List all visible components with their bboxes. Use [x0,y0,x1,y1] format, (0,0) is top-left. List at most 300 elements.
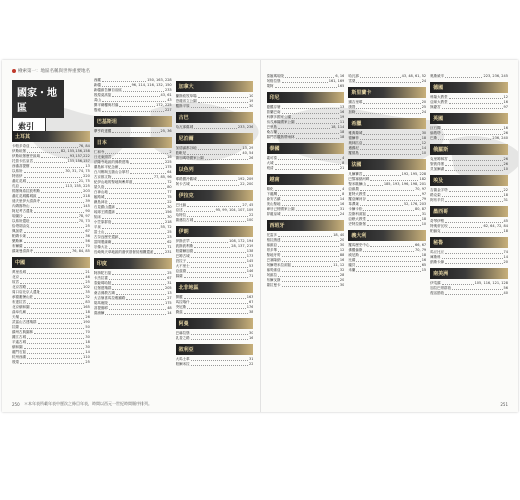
entry-name: 武當山古建築群 [12,320,37,324]
entry-pages: 36 [85,234,90,238]
entry-pages: 13 [85,164,90,168]
index-entry [176,274,254,279]
entry-name: 阿維拉 [266,273,277,277]
entry-name: 凡爾賽宮 [348,172,363,176]
entry-name: 貝加爾湖 [430,167,445,171]
dot-leader [24,345,85,349]
entry-name: 羅斯平原 [175,104,190,108]
entry-pages: 40 [503,291,508,295]
index-section-heading: 敘利亞 [176,344,254,355]
entry-name: 亞述 [175,208,183,212]
entry-pages: 165 [337,84,345,88]
entry-pages: 70, 79 [415,248,427,252]
dot-leader [20,315,84,319]
dot-leader [31,305,83,309]
entry-pages: 10 [503,167,508,171]
entry-pages: 10 [249,94,254,98]
dot-leader [41,199,84,203]
dot-leader [184,208,215,212]
entry-pages: 38 [249,310,254,314]
entry-name: 布爾薩 [12,244,23,248]
entry-pages: 55, 72 [160,225,172,229]
entry-name: 大吉嶺喜馬拉雅鐵路 [93,296,126,300]
entry-name: 古奈良歷史遺跡 [93,235,119,239]
entry-pages: 231 [164,250,172,254]
entry-name: 紀伊山地的聖地與參拜道 [93,180,133,184]
entry-pages: 95, 99, 104, 107, 109 [215,208,254,212]
entry-pages: 88 [339,253,345,257]
entry-pages: 175 [164,165,172,169]
entry-pages: 28 [339,273,345,277]
dot-leader [27,355,82,359]
dot-leader [191,300,248,304]
dot-leader [105,185,166,189]
dot-leader [109,200,166,204]
entry-pages: 72 [167,180,172,184]
dot-leader [198,146,242,150]
entry-pages: 30 [249,331,254,335]
entry-name: 孔亞 [12,184,19,188]
entry-pages: 145 [83,204,90,208]
index-entry [348,110,426,115]
entry-name: 班清 [266,166,274,170]
entry-pages: 25 [167,271,172,275]
entry-name: 庫斯科 [430,255,441,259]
index-entry [176,182,254,187]
dot-leader [24,174,83,178]
entry-name: 羅馬歷史中心 [348,243,370,247]
dot-leader [278,233,332,237]
entry-pages: 192, 195, 228 [401,172,427,176]
entry-name: 黃山 [93,98,101,102]
entry-name: 卡帕多奇亞 [12,144,30,148]
dot-leader [363,207,414,211]
entry-pages: 67 [249,300,254,304]
dot-leader [356,79,420,83]
entry-name: 卡杰拉霍 [93,276,108,280]
entry-name: 大馬士革 [175,357,190,361]
entry-pages: 155,156,157 [67,159,90,163]
entry-name: 平遙古城 [12,340,26,344]
dot-leader [449,157,503,161]
dot-leader [102,215,166,219]
entry-pages: 203 [83,189,90,193]
dot-leader [119,235,166,239]
dot-leader [24,244,85,248]
entry-name: 富岡製絲廠 [93,240,112,244]
dot-leader [442,105,503,109]
entry-name: 錫吉里耶 [348,100,363,104]
entry-name: 格拉納達 [266,238,281,242]
entry-name: 哈瓦那 [348,74,359,78]
entry-pages: 173 [246,254,254,258]
entry-pages: 27 [167,296,172,300]
entry-pages: 12 [421,141,427,145]
entry-pages: 14 [503,255,508,259]
dot-leader [112,240,166,244]
dot-leader [282,253,339,257]
dot-leader [116,205,166,209]
entry-pages: 21 [339,166,345,170]
entry-pages: 227 [164,108,172,112]
entry-pages: 25 [167,230,172,234]
dot-leader [452,286,502,290]
dot-leader [27,335,84,339]
entry-pages: 26 [249,156,254,160]
entry-pages: 220 [83,174,90,178]
entry-name: 姬路城 [93,195,105,199]
dot-leader [34,330,84,334]
entry-name: 阿卡古城 [175,182,190,186]
dot-leader [105,230,166,234]
entry-name: 奧斯威辛 [430,74,445,78]
entry-pages: 192, 209 [237,177,254,181]
entry-pages: 16 [421,258,427,262]
dot-leader [109,245,166,249]
entry-name: 佛羅倫斯 [348,248,363,252]
dot-leader [109,276,166,280]
entry-pages: 102 [83,285,90,289]
entry-pages: 18 [421,136,427,140]
index-subtitle: 索引 [12,118,46,136]
entry-name: 大城 [266,161,274,165]
dot-leader [282,79,328,83]
entry-name: 廣島和平紀念館 [93,165,119,169]
entry-name: 耶路撒冷舊城 [175,177,197,181]
dot-leader [449,100,503,104]
entry-pages: 18 [85,310,90,314]
dot-leader [282,238,339,242]
entry-pages: 165 [83,305,90,309]
dot-leader [282,110,339,114]
dot-leader [370,177,418,181]
entry-name: 長崎與天草地區的潛伏基督徒相關遺產 [93,250,154,254]
dot-leader [363,141,420,145]
dot-leader [27,350,84,354]
entry-name: 開平碉樓與村落 [93,103,119,107]
index-section-heading: 印尼 [267,92,345,103]
index-entry [94,311,172,316]
entry-pages: 97 [421,192,427,196]
entry-pages: 18 [85,340,90,344]
entry-name: 石見銀山遺跡 [93,205,115,209]
entry-pages: 65 [421,263,427,267]
entry-name: 巴斯 [430,136,438,140]
entry-pages: 30 [85,335,90,339]
entry-name: 卡爾卡松 [348,207,363,211]
dot-leader [191,264,248,268]
entry-pages: 14 [421,146,427,150]
entry-name: 亞琛大教堂 [430,100,448,104]
entry-pages: 108, 172, 194 [228,239,254,243]
entry-name: 吉薩金字塔 [430,188,448,192]
index-entry [348,268,426,273]
dot-leader [360,146,421,150]
entry-name: 托普卡匹皇宮 [12,159,33,163]
entry-pages: 31 [421,212,427,216]
dot-leader [133,180,166,184]
dot-leader [356,268,420,272]
index-section-heading: 義大利 [348,230,426,241]
dot-leader [41,189,82,193]
entry-name: 樂斯庫 [12,239,23,243]
entry-pages: 14 [167,311,172,315]
entry-pages: 22 [249,213,254,217]
dot-leader [370,243,414,247]
index-entry [430,136,508,141]
entry-pages: 31 [339,207,345,211]
dot-leader [282,212,339,216]
entry-pages: 62 [167,240,172,244]
entry-pages: 46 [85,275,90,279]
entry-name: 屋久島 [93,185,105,189]
dot-leader [191,182,239,186]
dot-leader [296,135,339,139]
index-entry [267,283,345,288]
dot-leader [285,74,334,78]
entry-pages: 80 [167,185,172,189]
index-entry [176,156,254,161]
dot-leader [442,126,503,130]
entry-pages: 18 [503,229,508,233]
entry-name: 周口店北京人遺址 [12,290,40,294]
entry-pages: 4 [342,156,345,160]
dot-leader [194,244,230,248]
dot-leader [31,204,83,208]
dot-leader [126,296,166,300]
entry-name: 帕薩爾加德 [175,249,194,253]
dot-leader [278,156,341,160]
index-section-heading: 印度 [94,258,172,269]
entry-name: 波斯波利斯 [175,244,194,248]
dot-leader [363,100,420,104]
entry-pages: 30 [339,283,345,287]
entry-name: 胡馬雍陵 [93,301,108,305]
entry-name: 會安古鎮 [266,197,281,201]
entry-name: 設拉子 [175,259,187,263]
entry-name: 大不里士 [175,264,190,268]
entry-name: 曲阜孔廟 [12,310,26,314]
dot-leader [278,192,341,196]
entry-pages: 71 [249,274,254,278]
dot-leader [363,172,400,176]
dot-leader [278,243,339,247]
entry-pages: 76, 84 [78,144,90,148]
entry-name: 恐龍省立公園 [175,99,197,103]
dot-leader [282,283,339,287]
dot-leader [41,290,84,294]
entry-pages: 8 [342,192,345,196]
entry-pages: 90 [85,209,90,213]
page-header [12,68,90,74]
dot-leader [356,263,420,267]
entry-pages: 20 [339,238,345,242]
entry-pages: 16 [249,336,254,340]
book-spread [2,60,518,412]
entry-name: 亞眠大教堂 [348,217,366,221]
entry-name: 納斯卡線 [430,260,445,264]
entry-name: 新疆 [93,83,101,87]
entry-pages: 43, 61 [160,93,172,97]
entry-pages: 218 [83,194,90,198]
entry-pages: 56 [85,239,90,243]
entry-name: 比薩 [348,258,356,262]
entry-pages: 93,157,222 [69,154,90,158]
index-entry [348,222,426,227]
index-section-heading: 古巴 [176,112,254,123]
entry-pages: 105, 116, 121, 128 [474,281,508,285]
left-page [2,60,261,412]
entry-pages: 24 [421,79,427,83]
index-section-heading: 南美洲 [430,268,508,279]
right-index-columns [267,74,509,394]
dot-leader [367,182,383,186]
entry-pages: 30 [167,215,172,219]
dot-leader [154,250,164,254]
index-section-heading: 秘魯 [430,237,508,248]
entry-name: 白神山地 [93,190,108,194]
entry-name: 西番菩提樹 [12,164,30,168]
entry-pages: 21, 75 [78,179,90,183]
index-entry [430,74,508,79]
entry-name: 宗像大社 [93,245,108,249]
dot-leader [438,136,491,140]
entry-name: 巴比倫 [175,203,187,207]
entry-pages: 150, 163, 228 [147,78,172,82]
entry-name: 殷墟 [93,108,101,112]
index-section-heading: 伊朗 [176,226,254,237]
index-entry [430,260,508,265]
entry-pages: 32 [339,268,345,272]
dot-leader [278,273,339,277]
entry-name: 昇龍皇城 [266,212,281,216]
entry-pages: 25 [421,105,427,109]
entry-name: 蘇薩 [175,274,183,278]
entry-pages: 10 [421,151,427,155]
entry-pages: 24 [421,110,427,114]
entry-name: 羅亞爾河谷 [348,197,366,201]
entry-pages: 30 [167,205,172,209]
dot-leader [105,195,166,199]
dot-leader [112,175,153,179]
entry-name: 齋浦爾 [93,311,105,315]
dot-leader [119,103,155,107]
entry-name: 托雷多 [266,233,277,237]
entry-pages: 43 [167,98,172,102]
dot-leader [191,254,246,258]
entry-name: 巴黎塞納河畔 [348,177,370,181]
entry-name: 帕姆卡萊 [12,234,26,238]
entry-name: 峰牙己榜國家公園 [266,207,295,211]
entry-pages: 76, 84, 85 [72,249,90,253]
dot-leader [198,99,248,103]
entry-name: 藍毗尼 [175,151,187,155]
entry-pages: 22 [167,200,172,204]
entry-name: 加勒 [348,110,356,114]
entry-pages: 156 [164,210,172,214]
dot-leader [27,340,84,344]
entry-pages: 39 [85,199,90,203]
entry-name: 加拉巴哥群島 [430,286,452,290]
index-column [267,74,345,394]
index-section-heading: 巴基斯坦 [94,116,172,127]
entry-pages: 24 [339,212,345,216]
dot-leader [275,84,337,88]
dot-leader [445,260,502,264]
index-column [94,78,172,394]
dot-leader [449,224,483,228]
entry-pages: 12 [339,248,345,252]
right-page [261,60,519,412]
entry-pages: 23 [167,235,172,239]
dot-leader [20,325,84,329]
entry-pages: 27, 45 [242,203,254,207]
index-entry [267,166,345,171]
dot-leader [20,280,84,284]
entry-name: 帕倫克 [430,229,441,233]
entry-name: 敦煌莫高窟 [93,93,112,97]
dot-leader [27,310,84,314]
entry-pages: 175 [164,301,172,305]
entry-name: 桑吉佛教古蹟 [93,291,115,295]
entry-name: 雅典衛城 [348,131,363,135]
page-number: 250 [12,402,20,407]
entry-pages: 22 [249,362,254,366]
entry-pages: 67 [85,229,90,233]
index-section-heading: 希臘 [348,118,426,129]
index-entry [94,129,172,134]
entry-pages: 13 [339,105,345,109]
entry-name: 哈特拉 [175,213,187,217]
dot-leader [442,131,503,135]
dot-leader [27,300,84,304]
entry-pages: 176 [246,305,254,309]
index-entry [176,125,254,130]
index-column [176,78,254,394]
index-entry [430,198,508,203]
dot-leader [360,187,414,191]
entry-pages: 50 [85,325,90,329]
entry-pages: 48 [167,306,172,310]
dot-leader [360,202,403,206]
index-entry [176,362,254,367]
index-section-heading: 中國 [12,257,90,268]
dot-leader [198,177,237,181]
dot-leader [184,295,246,299]
dot-leader [187,305,246,309]
entry-name: 德爾菲 [348,136,359,140]
entry-pages: 14 [85,350,90,354]
entry-pages: 138 [246,249,254,253]
entry-pages: 15 [421,268,427,272]
entry-name: 天壇 [12,315,19,319]
entry-pages: 66, 67 [415,243,427,247]
entry-name: 素可泰 [266,156,277,160]
entry-pages: 12 [503,95,508,99]
entry-pages: 22, 200 [240,182,254,186]
index-section-heading: 伊拉克 [176,190,254,201]
entry-pages: 70, 97 [415,187,427,191]
dot-leader [360,136,421,140]
dot-leader [367,192,421,196]
index-entry [176,218,254,223]
dot-leader [191,362,248,366]
entry-name: 亞茲德 [175,269,187,273]
entry-name: 棉堡與希拉波利斯 [12,189,40,193]
dot-leader [34,295,84,299]
entry-pages: 64 [167,170,172,174]
dot-leader [442,193,503,197]
